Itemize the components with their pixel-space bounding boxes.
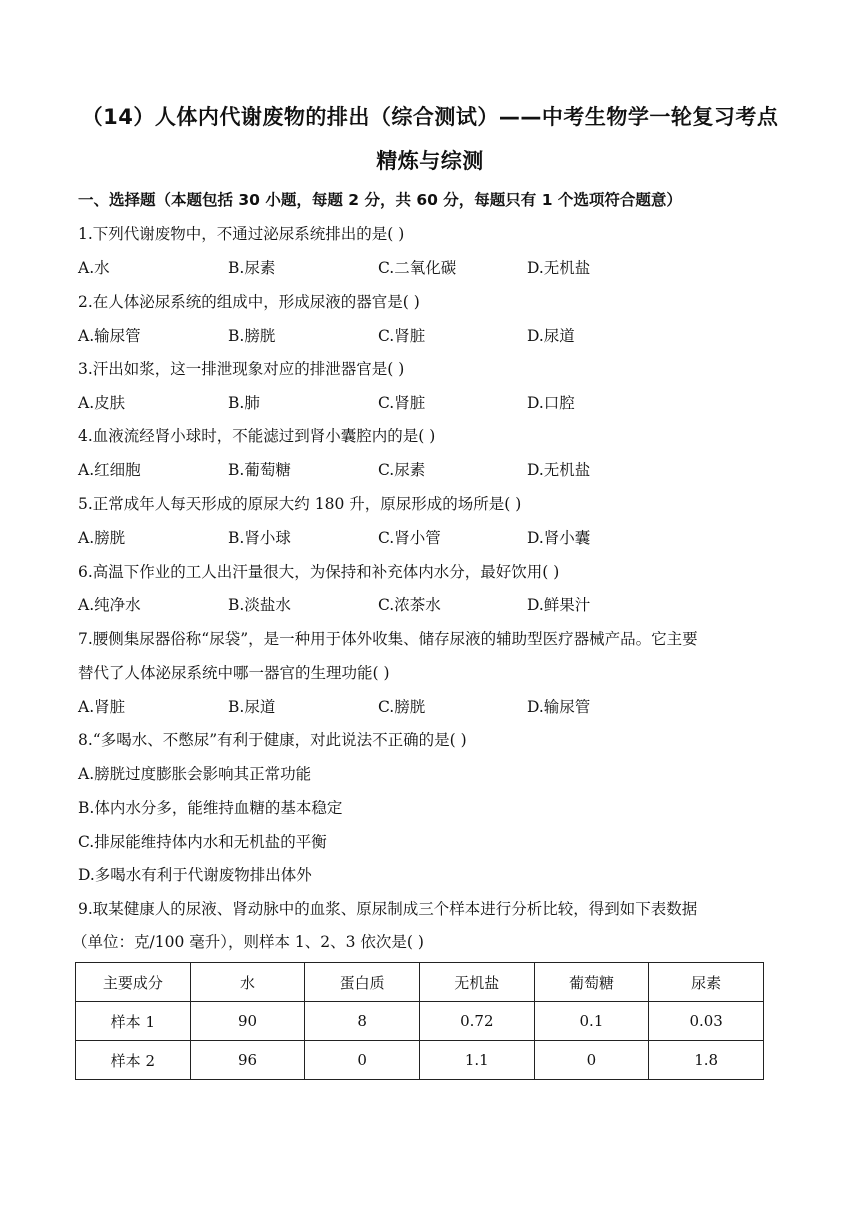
question-4-option-a: A.红细胞 — [78, 461, 141, 479]
question-4-option-b: B.葡萄糖 — [228, 461, 291, 479]
table-cell: 90 — [190, 1002, 305, 1041]
table-cell: 0 — [534, 1041, 649, 1080]
question-7-stem-line-2: 替代了人体泌尿系统中哪一器官的生理功能( ) — [78, 664, 390, 682]
question-6-option-d: D.鲜果汁 — [527, 596, 591, 614]
question-3-stem: 3.汗出如浆，这一排泄现象对应的排泄器官是( ) — [78, 360, 405, 378]
question-9-stem-line-2: （单位：克/100 毫升），则样本 1、2、3 依次是( ) — [72, 933, 424, 951]
question-1-option-c: C.二氧化碳 — [378, 259, 457, 277]
question-5-option-c: C.肾小管 — [378, 529, 441, 547]
question-3-option-b: B.肺 — [228, 394, 260, 412]
table-cell: 1.1 — [419, 1041, 534, 1080]
question-1-option-d: D.无机盐 — [527, 259, 591, 277]
section-heading: 一、选择题（本题包括 30 小题，每题 2 分，共 60 分，每题只有 1 个选项符合题意） — [78, 191, 682, 209]
question-6-option-c: C.浓茶水 — [378, 596, 441, 614]
question-2-option-b: B.膀胱 — [228, 327, 276, 345]
question-1-option-b: B.尿素 — [228, 259, 276, 277]
question-2-option-a: A.输尿管 — [78, 327, 141, 345]
table-cell: 0.72 — [419, 1002, 534, 1041]
table-header-cell: 主要成分 — [76, 963, 191, 1002]
table-cell: 96 — [190, 1041, 305, 1080]
question-3-option-a: A.皮肤 — [78, 394, 126, 412]
question-6-stem: 6.高温下作业的工人出汗量很大，为保持和补充体内水分，最好饮用( ) — [78, 563, 560, 581]
question-1-stem: 1.下列代谢废物中，不通过泌尿系统排出的是( ) — [78, 225, 405, 243]
question-5-stem: 5.正常成年人每天形成的原尿大约 180 升，原尿形成的场所是( ) — [78, 495, 522, 513]
question-8-option-c: C.排尿能维持体内水和无机盐的平衡 — [78, 833, 327, 851]
question-3-option-c: C.肾脏 — [378, 394, 426, 412]
table-header-cell: 水 — [190, 963, 305, 1002]
question-4-stem: 4.血液流经肾小球时，不能滤过到肾小囊腔内的是( ) — [78, 427, 436, 445]
table-cell: 0.1 — [534, 1002, 649, 1041]
table-cell: 8 — [305, 1002, 420, 1041]
question-8-option-d: D.多喝水有利于代谢废物排出体外 — [78, 866, 312, 884]
table-cell: 0 — [305, 1041, 420, 1080]
question-5-option-a: A.膀胱 — [78, 529, 126, 547]
question-9-stem-line-1: 9.取某健康人的尿液、肾动脉中的血浆、原尿制成三个样本进行分析比较，得到如下表数据 — [78, 900, 698, 918]
question-7-option-c: C.膀胱 — [378, 698, 426, 716]
question-7-option-d: D.输尿管 — [527, 698, 591, 716]
question-8-option-a: A.膀胱过度膨胀会影响其正常功能 — [78, 765, 312, 783]
document-title-line-1: （14）人体内代谢废物的排出（综合测试）——中考生物学一轮复习考点 — [81, 105, 779, 129]
table-row — [76, 1041, 764, 1080]
table-cell: 样本 2 — [76, 1041, 191, 1080]
table-header-cell: 葡萄糖 — [534, 963, 649, 1002]
question-3-option-d: D.口腔 — [527, 394, 575, 412]
question-7-option-b: B.尿道 — [228, 698, 276, 716]
table-header-cell: 尿素 — [649, 963, 764, 1002]
table-header-cell: 无机盐 — [419, 963, 534, 1002]
question-4-option-c: C.尿素 — [378, 461, 426, 479]
table-cell: 样本 1 — [76, 1002, 191, 1041]
question-1-option-a: A.水 — [78, 259, 110, 277]
question-5-option-b: B.肾小球 — [228, 529, 291, 547]
table-cell: 1.8 — [649, 1041, 764, 1080]
question-6-option-b: B.淡盐水 — [228, 596, 291, 614]
document-title-line-2: 精炼与综测 — [376, 149, 484, 173]
question-2-option-c: C.肾脏 — [378, 327, 426, 345]
question-7-option-a: A.肾脏 — [78, 698, 126, 716]
table-header-row — [76, 963, 764, 1002]
question-6-option-a: A.纯净水 — [78, 596, 141, 614]
question-2-option-d: D.尿道 — [527, 327, 575, 345]
sample-data-table — [75, 962, 764, 1080]
question-7-stem-line-1: 7.腰侧集尿器俗称“尿袋”，是一种用于体外收集、储存尿液的辅助型医疗器械产品。它主要 — [78, 630, 698, 648]
table-header-cell: 蛋白质 — [305, 963, 420, 1002]
question-2-stem: 2.在人体泌尿系统的组成中，形成尿液的器官是( ) — [78, 293, 420, 311]
question-5-option-d: D.肾小囊 — [527, 529, 591, 547]
question-8-stem: 8.“多喝水、不憋尿”有利于健康，对此说法不正确的是( ) — [78, 731, 467, 749]
table-row — [76, 1002, 764, 1041]
table-cell: 0.03 — [649, 1002, 764, 1041]
question-8-option-b: B.体内水分多，能维持血糖的基本稳定 — [78, 799, 343, 817]
question-4-option-d: D.无机盐 — [527, 461, 591, 479]
